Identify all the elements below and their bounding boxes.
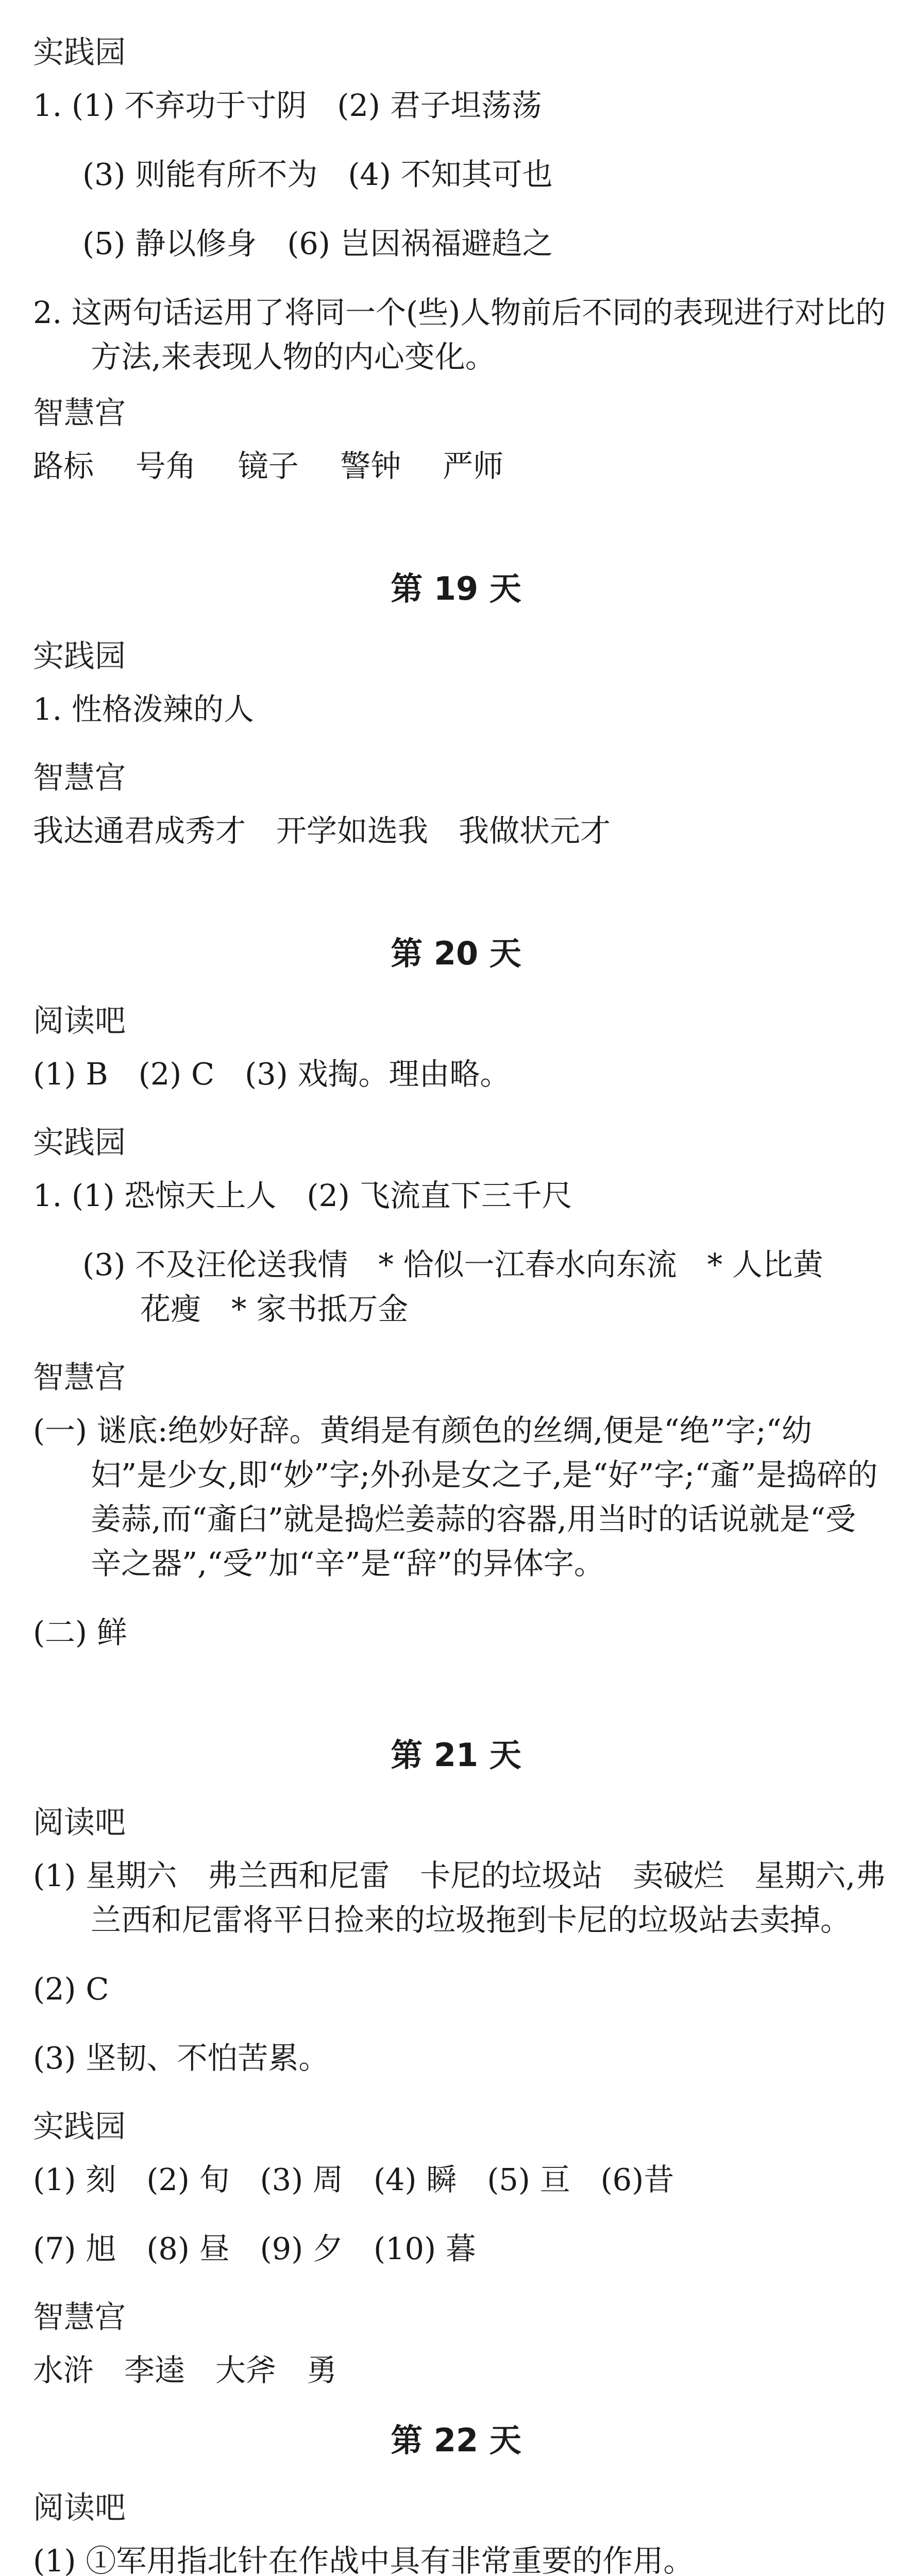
answer-line: (2) C (33, 1971, 109, 2007)
answer-line: (3) 则能有所不为 (4) 不知其可也 (82, 157, 553, 192)
word-list (33, 444, 879, 488)
section-heading-wisdom: 智慧宫 (33, 1360, 126, 1396)
word-item: 警钟 (340, 448, 401, 484)
section-heading-wisdom: 智慧宫 (33, 760, 126, 796)
day-title: 第 19 天 (391, 570, 521, 607)
answer-paragraph: (1) 星期六 弗兰西和尼雷 卡尼的垃圾站 卖破烂 星期六,弗兰西和尼雷将平日捡来的垃圾拖到卡尼的垃圾站去卖掉。 (33, 1858, 886, 1938)
answer-line: 1. 性格泼辣的人 (33, 691, 255, 727)
section-heading-wisdom: 智慧宫 (33, 2299, 126, 2335)
answer-line: (1) 刻 (2) 旬 (3) 周 (4) 瞬 (5) 亘 (6)昔 (33, 2162, 674, 2197)
answer-line: (1) B (2) C (3) 戏掏。理由略。 (33, 1056, 511, 1092)
day21-block (33, 1732, 886, 2393)
answer-line: (7) 旭 (8) 昼 (9) 夕 (10) 暮 (33, 2231, 476, 2266)
section-heading-reading: 阅读吧 (33, 1003, 126, 1039)
section-heading-wisdom: 智慧宫 (33, 395, 126, 431)
day18-tail (33, 31, 886, 488)
word-item: 严师 (443, 448, 504, 484)
section-heading-practice: 实践园 (33, 35, 126, 71)
day-title: 第 20 天 (391, 935, 521, 972)
section-heading-reading: 阅读吧 (33, 2490, 126, 2526)
answer-line: (5) 静以修身 (6) 岂因祸福避趋之 (82, 226, 553, 261)
answer-line: 1. (1) 不弃功于寸阴 (2) 君子坦荡荡 (33, 88, 542, 123)
answer-line: (二) 鲜 (33, 1615, 127, 1650)
answer-paragraph: (一) 谜底:绝妙好辞。黄绢是有颜色的丝绸,便是“绝”字;“幼妇”是少女,即“妙”字;外孙是女之子,是“好”字;“齑”是捣碎的姜蒜,而“齑臼”就是捣烂姜蒜的容器,用当时的话说就是“受辛之器”,“受”加“辛”是“辞”的异体字。 (33, 1413, 878, 1581)
answer-line: 水浒 李逵 大斧 勇 (33, 2352, 337, 2388)
answer-paragraph: 2. 这两句话运用了将同一个(些)人物前后不同的表现进行对比的方法,来表现人物的内心变化。 (33, 295, 886, 375)
section-heading-practice: 实践园 (33, 2109, 126, 2145)
section-heading-practice: 实践园 (33, 1125, 126, 1161)
answer-line: 1. (1) 恐惊天上人 (2) 飞流直下三千尺 (33, 1178, 572, 1213)
answer-line: 我达通君成秀才 开学如选我 我做状元才 (33, 813, 611, 849)
answer-line: (1) ①军用指北针在作战中具有非常重要的作用。 (33, 2543, 694, 2576)
day22-block (33, 2417, 879, 2576)
day20-block (33, 930, 879, 1655)
word-item: 镜子 (238, 448, 299, 484)
word-item: 路标 (33, 448, 94, 484)
section-heading-practice: 实践园 (33, 638, 126, 674)
day19-block (33, 566, 879, 853)
day-title: 第 22 天 (391, 2421, 521, 2459)
answer-paragraph: (3) 不及汪伦送我情 * 恰似一江春水向东流 * 人比黄花瘦 * 家书抵万金 (82, 1247, 823, 1327)
section-heading-reading: 阅读吧 (33, 1805, 126, 1841)
word-item: 号角 (135, 448, 196, 484)
day-title: 第 21 天 (391, 1736, 521, 1774)
answer-line: (3) 坚韧、不怕苦累。 (33, 2040, 329, 2076)
